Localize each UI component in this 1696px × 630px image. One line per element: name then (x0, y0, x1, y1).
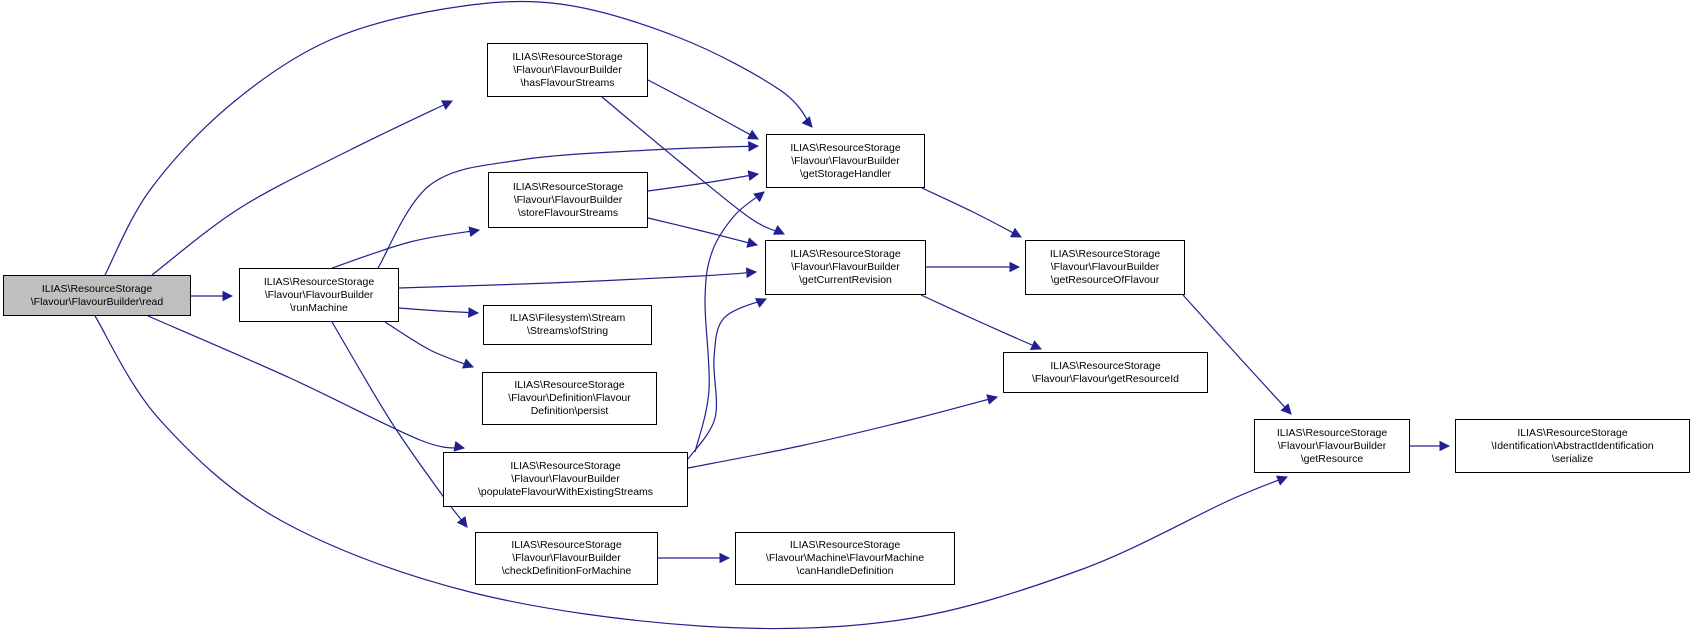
node-label-line: \Flavour\Definition\Flavour (508, 392, 631, 404)
node-label-line: ILIAS\ResourceStorage (1049, 248, 1161, 260)
node-label-line: \Flavour\Flavour\getResourceId (1031, 372, 1180, 385)
edge-read-to-getStorageHandler (105, 1, 812, 275)
node-label-line: \getResourceOfFlavour (1050, 274, 1160, 286)
node-label-line: \Flavour\FlavourBuilder (511, 473, 620, 485)
node-label-line: \getCurrentRevision (799, 274, 892, 286)
node-runMachine[interactable] (239, 268, 399, 322)
node-label-line: \hasFlavourStreams (520, 76, 615, 89)
node-label-line: \Flavour\FlavourBuilder (512, 552, 621, 564)
node-persist[interactable] (482, 372, 657, 425)
node-label-line: \Flavour\FlavourBuilder (791, 261, 900, 273)
edge-populateFlavourWithExistingStreams-to-getStorageHandler (695, 192, 764, 452)
node-label-line: \Flavour\FlavourBuilder (1277, 439, 1387, 452)
edge-getCurrentRevision-to-getResourceId (921, 295, 1041, 349)
node-label-line: \getStorageHandler (799, 167, 892, 180)
node-checkDefinitionForMachine[interactable] (475, 532, 658, 585)
node-label-line: ILIAS\ResourceStorage (1517, 426, 1628, 439)
node-label-line: ILIAS\ResourceStorage (510, 460, 621, 472)
node-label-line: \storeFlavourStreams (517, 206, 619, 219)
node-label-line: ILIAS\ResourceStorage (789, 539, 901, 551)
node-label-line: \Streams\ofString (526, 325, 609, 337)
node-hasFlavourStreams[interactable] (487, 43, 648, 97)
node-storeFlavourStreams[interactable] (488, 172, 648, 228)
node-label-line: Definition\persist (530, 405, 609, 417)
node-label-line: ILIAS\ResourceStorage (263, 275, 375, 288)
node-label-line: \Flavour\FlavourBuilder\read (30, 295, 164, 308)
node-label-line: ILIAS\ResourceStorage (790, 141, 901, 154)
node-label-line: ILIAS\ResourceStorage (511, 539, 622, 551)
edge-populateFlavourWithExistingStreams-to-getResourceId (688, 397, 997, 468)
node-label-line: ILIAS\ResourceStorage (512, 180, 624, 193)
node-label-line: ILIAS\ResourceStorage (512, 50, 623, 63)
node-getCurrentRevision[interactable] (765, 240, 926, 295)
node-serialize[interactable] (1455, 419, 1690, 473)
edge-runMachine-to-ofString (399, 308, 478, 313)
node-label-line: \Flavour\FlavourBuilder (513, 63, 622, 76)
node-getResource[interactable] (1254, 419, 1410, 473)
edge-storeFlavourStreams-to-getCurrentRevision (648, 218, 757, 245)
node-read[interactable] (3, 275, 191, 316)
node-label-line: ILIAS\ResourceStorage (514, 379, 625, 391)
node-label-line: \Flavour\FlavourBuilder (1050, 261, 1160, 273)
edge-getStorageHandler-to-getResourceOfFlavour (922, 188, 1021, 237)
edge-storeFlavourStreams-to-getStorageHandler (648, 174, 758, 191)
edge-read-to-hasFlavourStreams (152, 101, 452, 275)
node-label-line: \checkDefinitionForMachine (501, 565, 632, 577)
node-label-line: \Flavour\Machine\FlavourMachine (765, 552, 925, 564)
node-label-line: \runMachine (290, 301, 348, 314)
node-label-line: ILIAS\ResourceStorage (1050, 359, 1161, 372)
node-canHandleDefinition[interactable] (735, 532, 955, 585)
node-label-line: ILIAS\ResourceStorage (790, 248, 901, 260)
node-populateFlavourWithExistingStreams[interactable] (443, 452, 688, 507)
node-label-line: \canHandleDefinition (796, 565, 894, 577)
node-getStorageHandler[interactable] (766, 134, 925, 188)
edge-runMachine-to-storeFlavourStreams (332, 230, 479, 268)
node-ofString[interactable] (483, 305, 652, 345)
edge-runMachine-to-persist (385, 322, 473, 367)
node-label-line: ILIAS\ResourceStorage (41, 282, 153, 295)
edge-hasFlavourStreams-to-getStorageHandler (648, 80, 758, 139)
node-label-line: \Flavour\FlavourBuilder (264, 288, 374, 301)
node-label-line: \Flavour\FlavourBuilder (791, 154, 900, 167)
node-label-line: \Identification\AbstractIdentification (1491, 439, 1654, 452)
node-label-line: \populateFlavourWithExistingStreams (477, 486, 654, 498)
node-label-line: \getResource (1300, 452, 1364, 465)
node-label-line: ILIAS\ResourceStorage (1276, 426, 1388, 439)
edge-runMachine-to-getCurrentRevision (399, 272, 756, 288)
node-getResourceId[interactable] (1003, 352, 1208, 393)
node-label-line: \Flavour\FlavourBuilder (513, 193, 623, 206)
node-getResourceOfFlavour[interactable] (1025, 240, 1185, 295)
node-label-line: ILIAS\Filesystem\Stream (509, 312, 626, 324)
node-label-line: \serialize (1551, 452, 1594, 465)
edge-read-to-populateFlavourWithExistingStreams (148, 316, 464, 448)
